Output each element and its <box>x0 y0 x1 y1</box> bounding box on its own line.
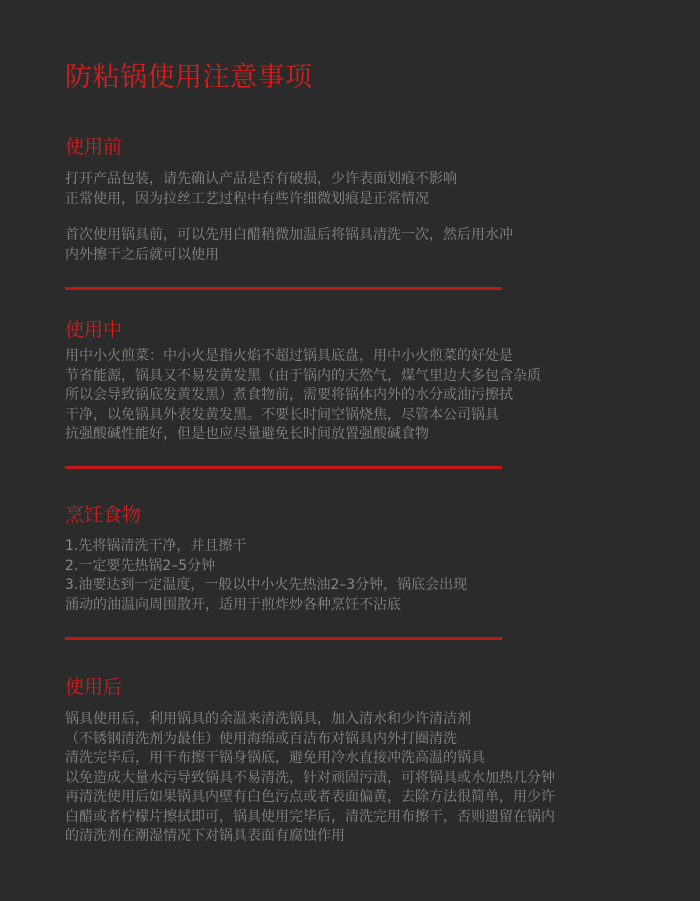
page-title: 防粘锅使用注意事项 <box>65 62 313 93</box>
section-divider <box>65 466 502 469</box>
section-heading-after-use: 使用后 <box>65 676 123 698</box>
paragraph-line: 3.油要达到一定温度，一般以中小火先热油2–3分钟，锅底会出现 <box>65 577 468 593</box>
paragraph-line: 用中小火煎菜：中小火是指火焰不超过锅具底盘，用中小火煎菜的好处是 <box>65 348 513 364</box>
paragraph-line: 清洗完毕后，用干布擦干锅身锅底，避免用冷水直接冲洗高温的锅具 <box>65 750 485 766</box>
paragraph-line: 的清洗剂在潮湿情况下对锅具表面有腐蚀作用 <box>65 828 345 844</box>
paragraph-line: 干净，以免锅具外表发黄发黑。不要长时间空锅烧焦，尽管本公司锅具 <box>65 406 499 423</box>
paragraph-line: 打开产品包装，请先确认产品是否有破损，少许表面划痕不影响 <box>65 171 457 187</box>
paragraph-line: 再清洗使用后如果锅具内壁有白色污点或者表面偏黄，去除方法很简单，用少许 <box>65 789 555 805</box>
paragraph-line: 白醋或者柠檬片擦拭即可，锅具使用完毕后，清洗完用布擦干，否则遗留在锅内 <box>65 808 555 825</box>
section-paragraph <box>65 226 625 265</box>
paragraph-line: 涌动的油温向周围散开，适用于煎炸炒各种烹饪不沾底 <box>65 596 401 613</box>
paragraph-line: 1.先将锅清洗干净，并且擦干 <box>65 538 247 554</box>
section-paragraph <box>65 710 625 847</box>
paragraph-line: 2.一定要先热锅2–5分钟 <box>65 557 216 574</box>
section-heading-cooking: 烹饪食物 <box>65 504 142 526</box>
section-divider <box>65 637 502 640</box>
section-heading-before-use: 使用前 <box>65 136 123 158</box>
paragraph-line: 锅具使用后，利用锅具的余温来清洗锅具，加入清水和少许清洁剂 <box>65 711 471 727</box>
paragraph-line: （不锈钢清洗剂为最佳）使用海绵或百洁布对锅具内外打圈清洗 <box>65 730 457 747</box>
paragraph-line: 以免造成大量水污导致锅具不易清洗，针对顽固污渍，可将锅具或水加热几分钟 <box>65 769 555 786</box>
paragraph-line: 节省能源，锅具又不易发黄发黑（由于锅内的天然气，煤气里边大多包含杂质 <box>65 367 541 384</box>
paragraph-line: 首次使用锅具前，可以先用白醋稍微加温后将锅具清洗一次，然后用水冲 <box>65 227 513 243</box>
paragraph-line: 抗强酸碱性能好，但是也应尽量避免长时间放置强酸碱食物 <box>65 426 429 442</box>
section-divider <box>65 287 502 290</box>
paragraph-line: 内外擦干之后就可以使用 <box>65 246 219 263</box>
section-paragraph <box>65 347 625 445</box>
section-paragraph <box>65 537 625 615</box>
paragraph-line: 所以会导致锅底发黄发黑）煮食物前，需要将锅体内外的水分或油污擦拭 <box>65 387 513 403</box>
paragraph-line: 正常使用，因为拉丝工艺过程中有些许细微划痕是正常情况 <box>65 190 429 207</box>
section-heading-during-use: 使用中 <box>65 319 123 341</box>
section-paragraph <box>65 170 625 209</box>
